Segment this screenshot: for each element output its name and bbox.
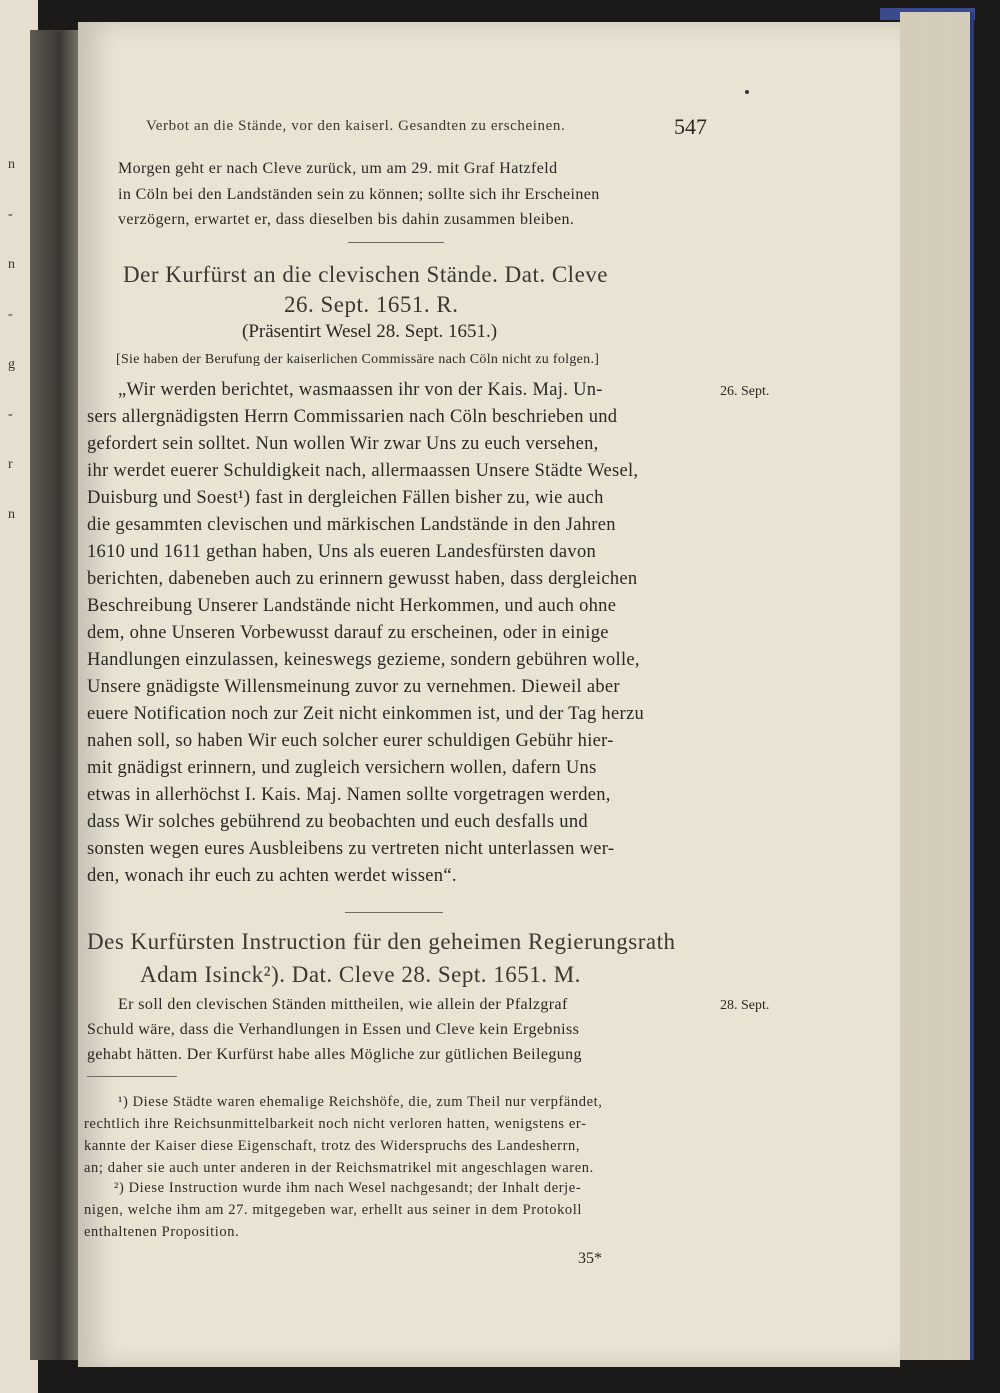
body-line: berichten, dabeneben auch zu erinnern gewusst haben, dass dergleichen bbox=[87, 569, 638, 589]
margin-date: 28. Sept. bbox=[720, 998, 770, 1013]
body-line: nahen soll, so haben Wir euch solcher eurer schuldigen Gebühr hier- bbox=[87, 731, 614, 751]
fragment: - bbox=[8, 307, 13, 322]
presentation-note: (Präsentirt Wesel 28. Sept. 1651.) bbox=[242, 321, 498, 342]
intro-line: verzögern, erwartet er, dass dieselben bis dahin zusammen bleiben. bbox=[118, 211, 575, 228]
footnote-line: ¹) Diese Städte waren ehemalige Reichshöfe, die, zum Theil nur verpfändet, bbox=[118, 1094, 603, 1110]
section-title: Des Kurfürsten Instruction für den geheimen Regierungsrath bbox=[87, 929, 676, 954]
body-line: Er soll den clevischen Ständen mittheilen, wie allein der Pfalzgraf bbox=[118, 996, 568, 1013]
section-title: Adam Isinck²). Dat. Cleve 28. Sept. 1651. M. bbox=[140, 962, 581, 987]
fragment: r bbox=[8, 457, 13, 472]
page-number: 547 bbox=[674, 114, 707, 139]
body-line: Schuld wäre, dass die Verhandlungen in Essen und Cleve kein Ergebniss bbox=[87, 1021, 580, 1038]
footnote-line: kannte der Kaiser diese Eigenschaft, trotz des Widerspruchs des Landesherrn, bbox=[84, 1138, 581, 1154]
signature-mark: 35* bbox=[578, 1250, 602, 1267]
body-line: mit gnädigst erinnern, und zugleich versichern wollen, dafern Uns bbox=[87, 758, 597, 778]
footnote-line: enthaltenen Proposition. bbox=[84, 1224, 240, 1240]
body-line: 1610 und 1611 gethan haben, Uns als eueren Landesfürsten davon bbox=[87, 542, 597, 562]
section-title: 26. Sept. 1651. R. bbox=[284, 292, 459, 317]
page-edges bbox=[900, 12, 974, 1360]
body-line: dass Wir solches gebührend zu beobachten und euch desfalls und bbox=[87, 812, 588, 832]
body-line: sonsten wegen eures Ausbleibens zu vertreten nicht unterlassen wer- bbox=[87, 839, 615, 859]
fragment: g bbox=[8, 357, 15, 372]
body-line: Beschreibung Unserer Landstände nicht Herkommen, und auch ohne bbox=[87, 596, 617, 616]
left-page-fragments bbox=[8, 140, 28, 540]
section-title: Der Kurfürst an die clevischen Stände. Dat. Cleve bbox=[123, 262, 608, 287]
fragment: - bbox=[8, 207, 13, 222]
section-divider bbox=[348, 242, 444, 243]
body-line: dem, ohne Unseren Vorbewusst darauf zu erscheinen, oder in einige bbox=[87, 623, 609, 643]
footnote-line: ²) Diese Instruction wurde ihm nach Wesel nachgesandt; der Inhalt derje- bbox=[114, 1180, 582, 1196]
body-line: gehabt hätten. Der Kurfürst habe alles Mögliche zur gütlichen Beilegung bbox=[87, 1046, 582, 1063]
body-line: die gesammten clevischen und märkischen Landstände in den Jahren bbox=[87, 515, 616, 535]
body-line: Duisburg und Soest¹) fast in dergleichen Fällen bisher zu, wie auch bbox=[87, 488, 604, 508]
margin-date: 26. Sept. bbox=[720, 384, 770, 399]
fragment: n bbox=[8, 257, 15, 272]
body-line: gefordert sein solltet. Nun wollen Wir zwar Uns zu euch versehen, bbox=[87, 434, 599, 454]
body-line: Unsere gnädigste Willensmeinung zuvor zu vernehmen. Dieweil aber bbox=[87, 677, 620, 697]
fragment: - bbox=[8, 407, 13, 422]
intro-line: Morgen geht er nach Cleve zurück, um am 29. mit Graf Hatzfeld bbox=[118, 160, 558, 177]
footnote-line: nigen, welche ihm am 27. mitgegeben war, erhellt aus seiner in dem Protokoll bbox=[84, 1202, 583, 1218]
body-line: euere Notification noch zur Zeit nicht einkommen ist, und der Tag herzu bbox=[87, 704, 645, 724]
body-line: den, wonach ihr euch zu achten werdet wissen“. bbox=[87, 866, 457, 886]
body-line: ihr werdet euerer Schuldigkeit nach, allermaassen Unsere Städte Wesel, bbox=[87, 461, 639, 481]
ink-speck bbox=[745, 90, 749, 94]
section-summary: [Sie haben der Berufung der kaiserlichen Commissäre nach Cöln nicht zu folgen.] bbox=[116, 352, 600, 367]
footnote-line: an; daher sie auch unter anderen in der Reichsmatrikel mit angeschlagen waren. bbox=[84, 1160, 594, 1176]
footnote-rule bbox=[87, 1076, 177, 1077]
body-line: „Wir werden berichtet, wasmaassen ihr von der Kais. Maj. Un- bbox=[118, 380, 603, 400]
body-line: sers allergnädigsten Herrn Commissarien nach Cöln beschrieben und bbox=[87, 407, 618, 427]
body-line: Handlungen einzulassen, keineswegs gezieme, sondern gebühren wolle, bbox=[87, 650, 640, 670]
body-line: etwas in allerhöchst I. Kais. Maj. Namen sollte vorgetragen werden, bbox=[87, 785, 611, 805]
running-title: Verbot an die Stände, vor den kaiserl. Gesandten zu erscheinen. bbox=[146, 118, 566, 134]
book-spine bbox=[30, 30, 80, 1360]
footnote-line: rechtlich ihre Reichsunmittelbarkeit noch nicht verloren hatten, wenigstens er- bbox=[84, 1116, 587, 1132]
fragment: n bbox=[8, 507, 15, 522]
fragment: n bbox=[8, 157, 15, 172]
section-divider bbox=[345, 912, 443, 913]
intro-line: in Cöln bei den Landständen sein zu können; sollte sich ihr Erscheinen bbox=[118, 186, 600, 203]
